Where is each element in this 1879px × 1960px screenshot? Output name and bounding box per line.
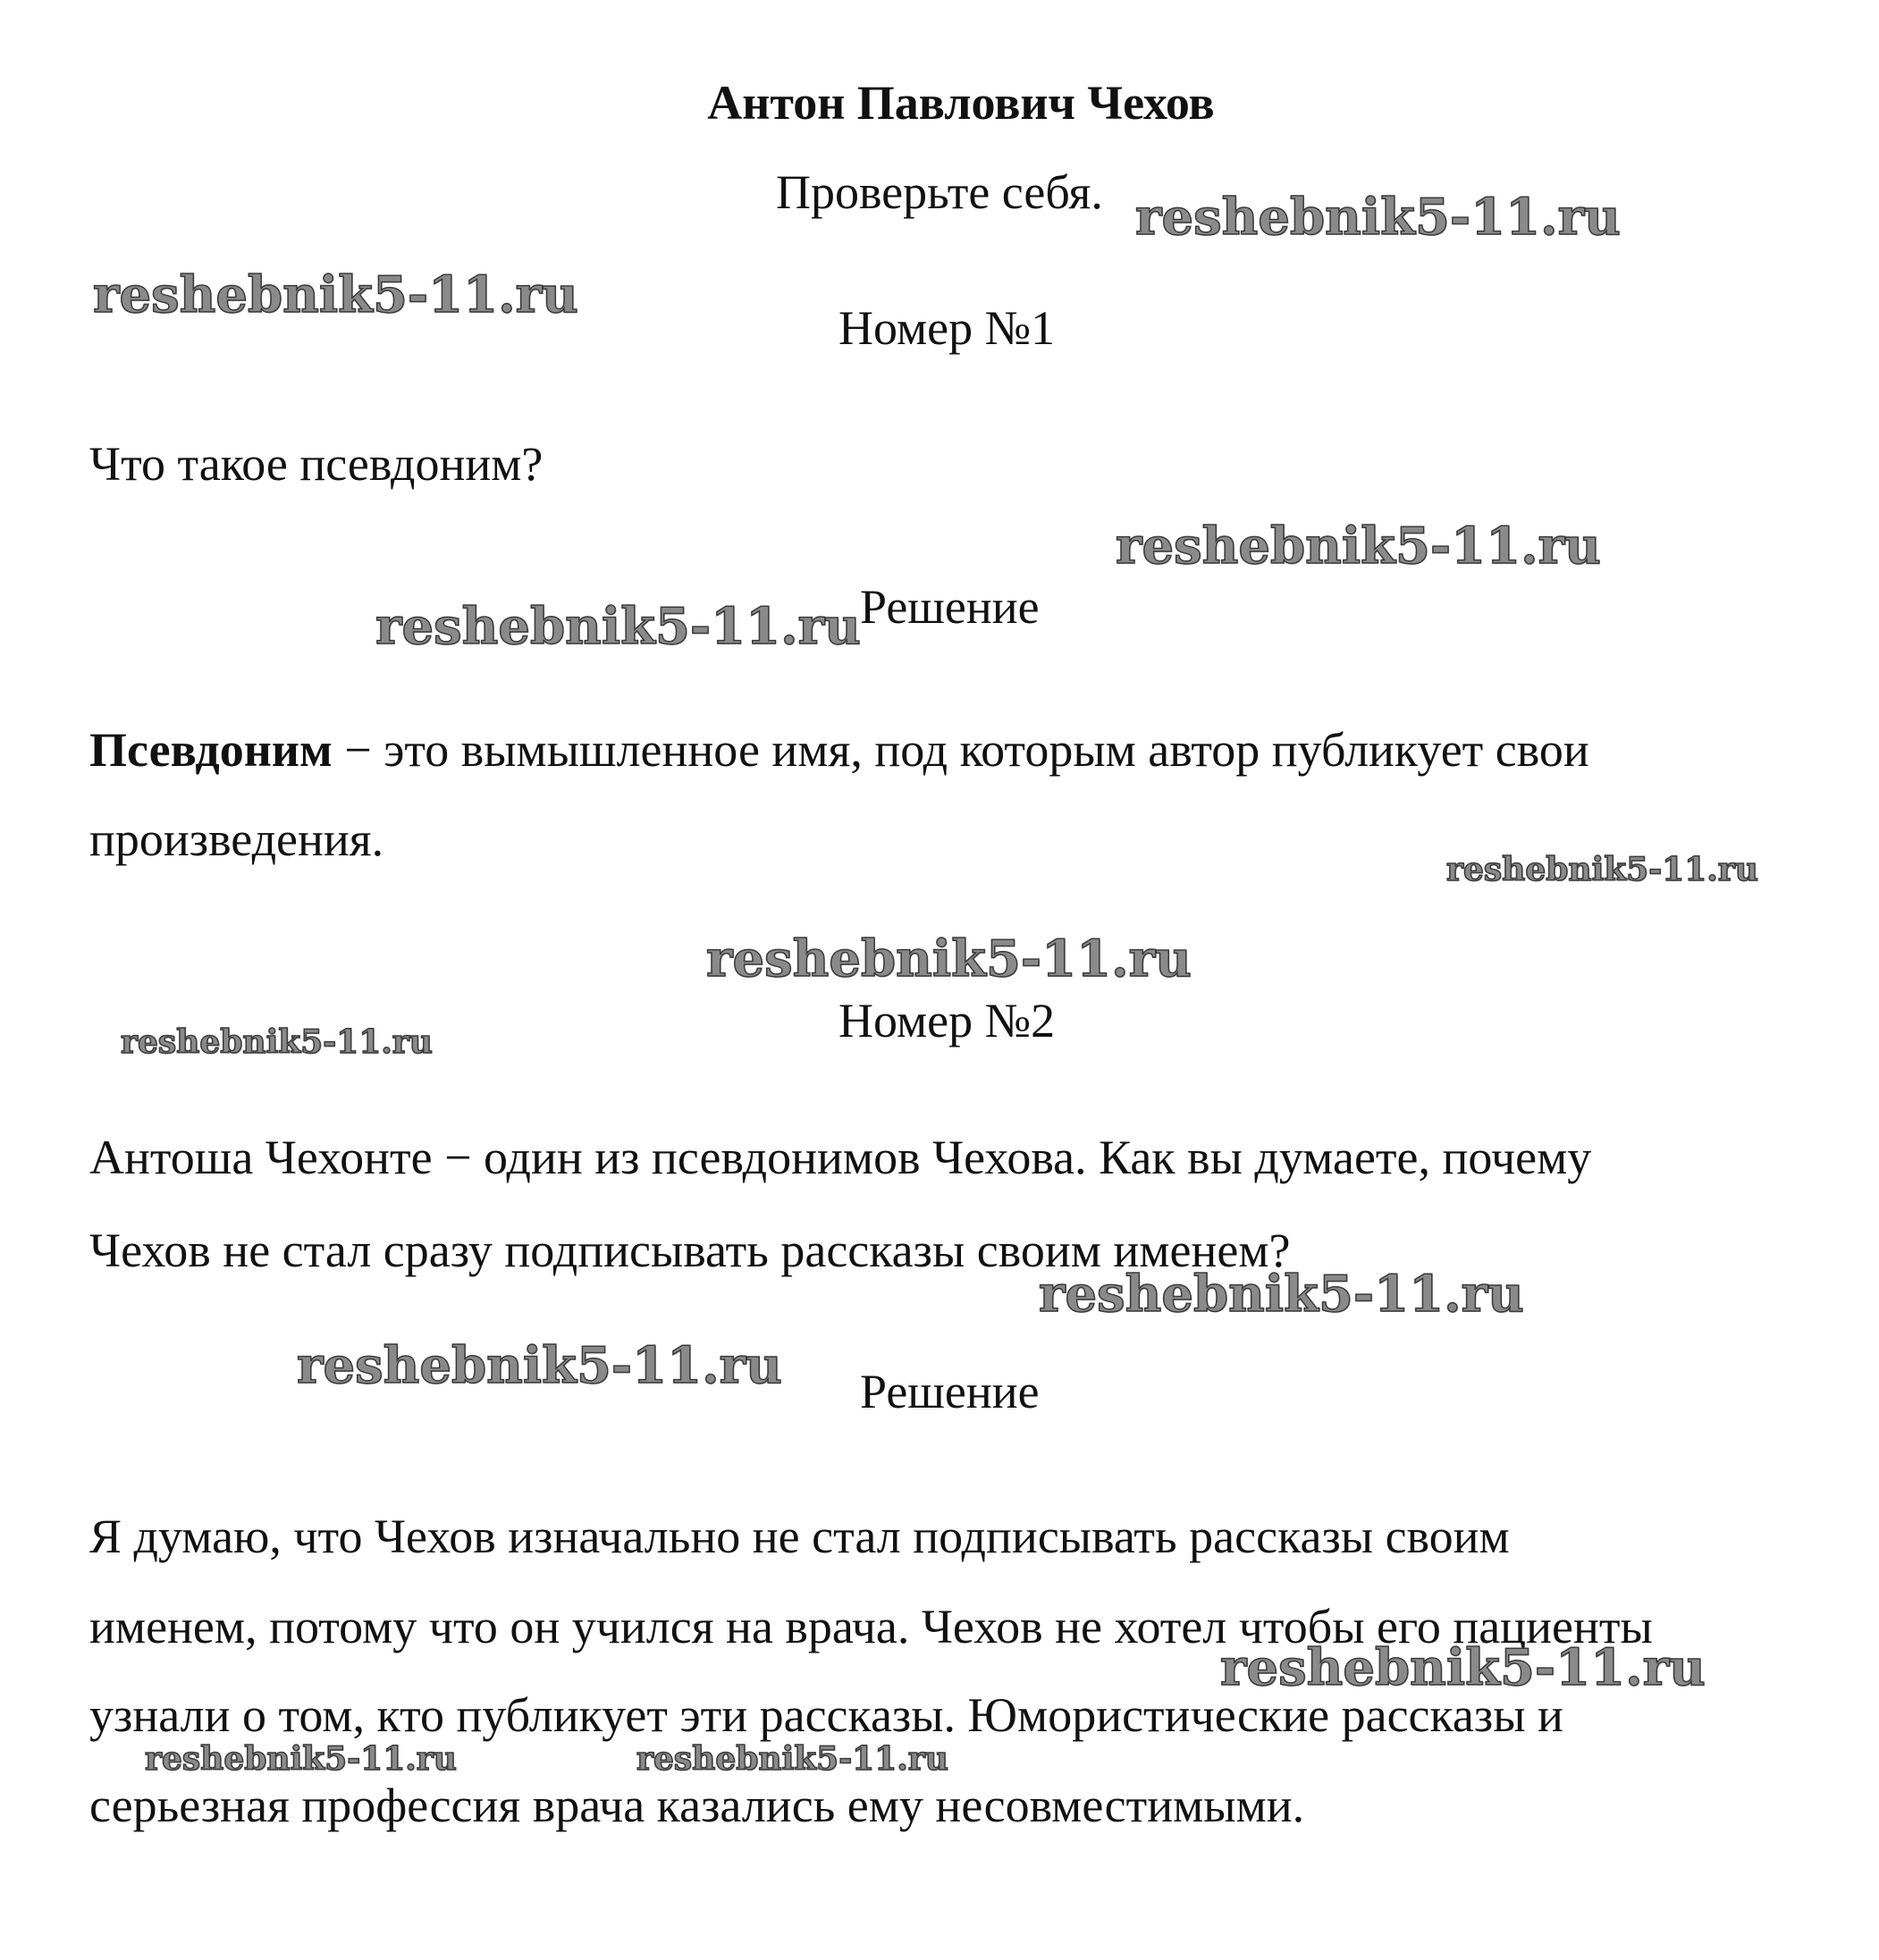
answer2-line4: серьезная профессия врача казались ему несовместимыми. <box>89 1779 1305 1832</box>
answer1-line1 <box>89 723 1589 777</box>
watermark: reshebnik5-11.ru <box>1116 517 1601 576</box>
question2-text-line1: Антоша Чехонте − один из псевдонимов Чехова. Как вы думаете, почему <box>89 1131 1592 1184</box>
watermark: reshebnik5-11.ru <box>706 930 1192 988</box>
question2-solution-label: Решение <box>860 1365 1040 1418</box>
page-title: Антон Павлович Чехов <box>707 76 1215 130</box>
watermark: reshebnik5-11.ru <box>145 1740 457 1778</box>
answer2-line3: узнали о том, кто публикует эти рассказы. Юмористические рассказы и <box>89 1688 1563 1742</box>
answer1-term: Псевдоним <box>89 723 333 777</box>
answer2-line2: именем, потому что он учился на врача. Чехов не хотел чтобы его пациенты <box>89 1600 1653 1653</box>
question2-number: Номер №2 <box>838 994 1056 1047</box>
question2-text-line2: Чехов не стал сразу подписывать рассказы своим именем? <box>89 1224 1291 1277</box>
question1-solution-label: Решение <box>860 580 1040 634</box>
question1-number: Номер №1 <box>838 301 1056 355</box>
subtitle: Проверьте себя. <box>776 165 1103 219</box>
question1-text: Что такое псевдоним? <box>89 437 543 491</box>
watermark: reshebnik5-11.ru <box>93 265 578 324</box>
answer1-definition: − это вымышленное имя, под которым автор публикует свои <box>332 723 1589 777</box>
watermark: reshebnik5-11.ru <box>1135 188 1621 247</box>
answer2-line1: Я думаю, что Чехов изначально не стал подписывать рассказы своим <box>89 1510 1510 1563</box>
watermark: reshebnik5-11.ru <box>1039 1265 1524 1324</box>
watermark: reshebnik5-11.ru <box>1220 1638 1706 1697</box>
watermark: reshebnik5-11.ru <box>1446 851 1758 888</box>
watermark: reshebnik5-11.ru <box>636 1740 948 1778</box>
watermark: reshebnik5-11.ru <box>121 1023 433 1061</box>
watermark: reshebnik5-11.ru <box>297 1336 782 1395</box>
watermark: reshebnik5-11.ru <box>375 597 861 656</box>
answer1-line2: произведения. <box>89 812 384 866</box>
